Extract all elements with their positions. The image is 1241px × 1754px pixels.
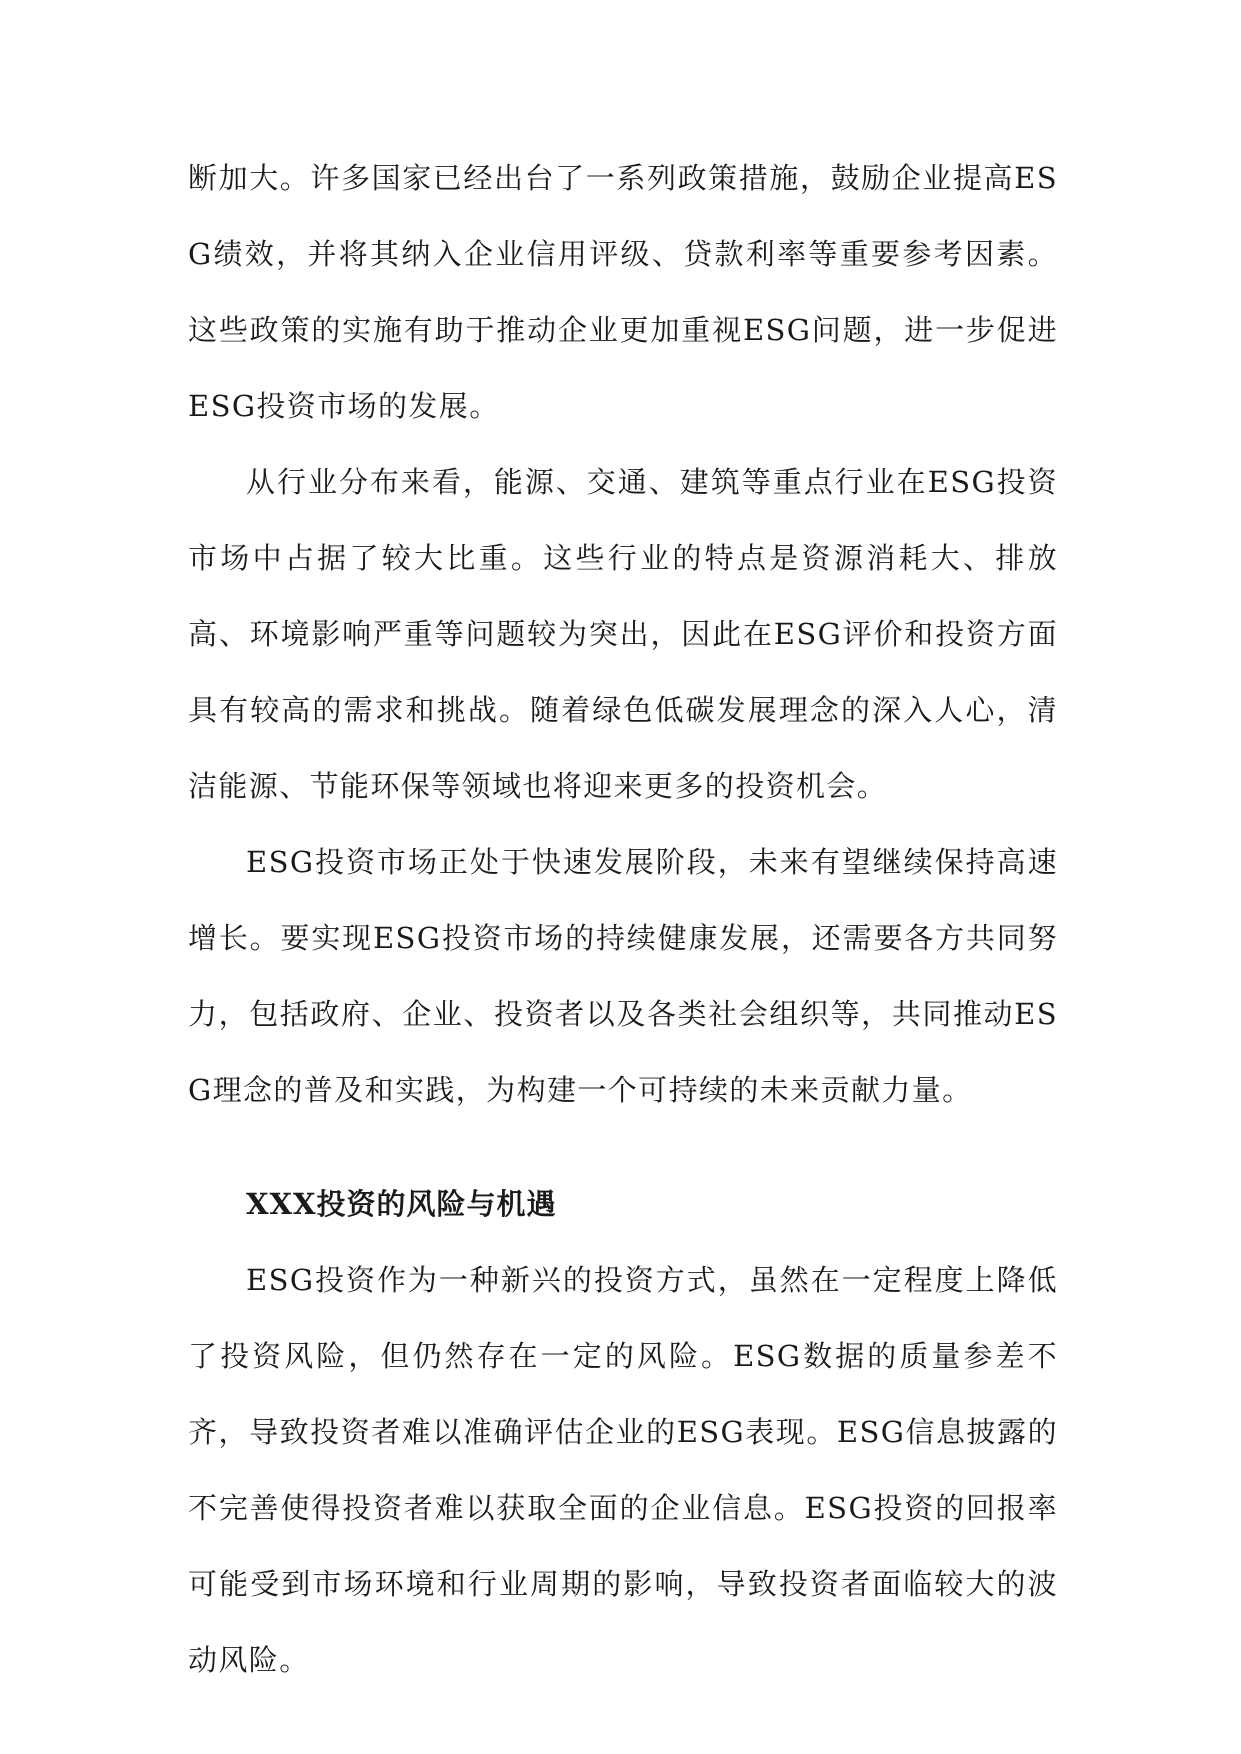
paragraph-policy-continuation: 断加大。许多国家已经出台了一系列政策措施，鼓励企业提高ESG绩效，并将其纳入企业信用评级、贷款利率等重要参考因素。这些政策的实施有助于推动企业更加重视ESG问题，进一步促进ESG投资市场的发展。	[188, 161, 1058, 423]
paragraph-investment-risks: ESG投资作为一种新兴的投资方式，虽然在一定程度上降低了投资风险，但仍然存在一定的风险。ESG数据的质量参差不齐，导致投资者难以准确评估企业的ESG表现。ESG信息披露的不完善使得投资者难以获取全面的企业信息。ESG投资的回报率可能受到市场环境和行业周期的影响，导致投资者面临较大的波动风险。	[188, 1263, 1058, 1677]
spacer	[188, 1128, 1058, 1166]
document-body	[188, 140, 1058, 1698]
section-heading: XXX投资的风险与机遇	[246, 1187, 557, 1221]
paragraph-market-outlook: ESG投资市场正处于快速发展阶段，未来有望继续保持高速增长。要实现ESG投资市场的持续健康发展，还需要各方共同努力，包括政府、企业、投资者以及各类社会组织等，共同推动ESG理念的普及和实践，为构建一个可持续的未来贡献力量。	[188, 845, 1058, 1107]
paragraph-industry-distribution: 从行业分布来看，能源、交通、建筑等重点行业在ESG投资市场中占据了较大比重。这些行业的特点是资源消耗大、排放高、环境影响严重等问题较为突出，因此在ESG评价和投资方面具有较高的需求和挑战。随着绿色低碳发展理念的深入人心，清洁能源、节能环保等领域也将迎来更多的投资机会。	[188, 465, 1058, 803]
